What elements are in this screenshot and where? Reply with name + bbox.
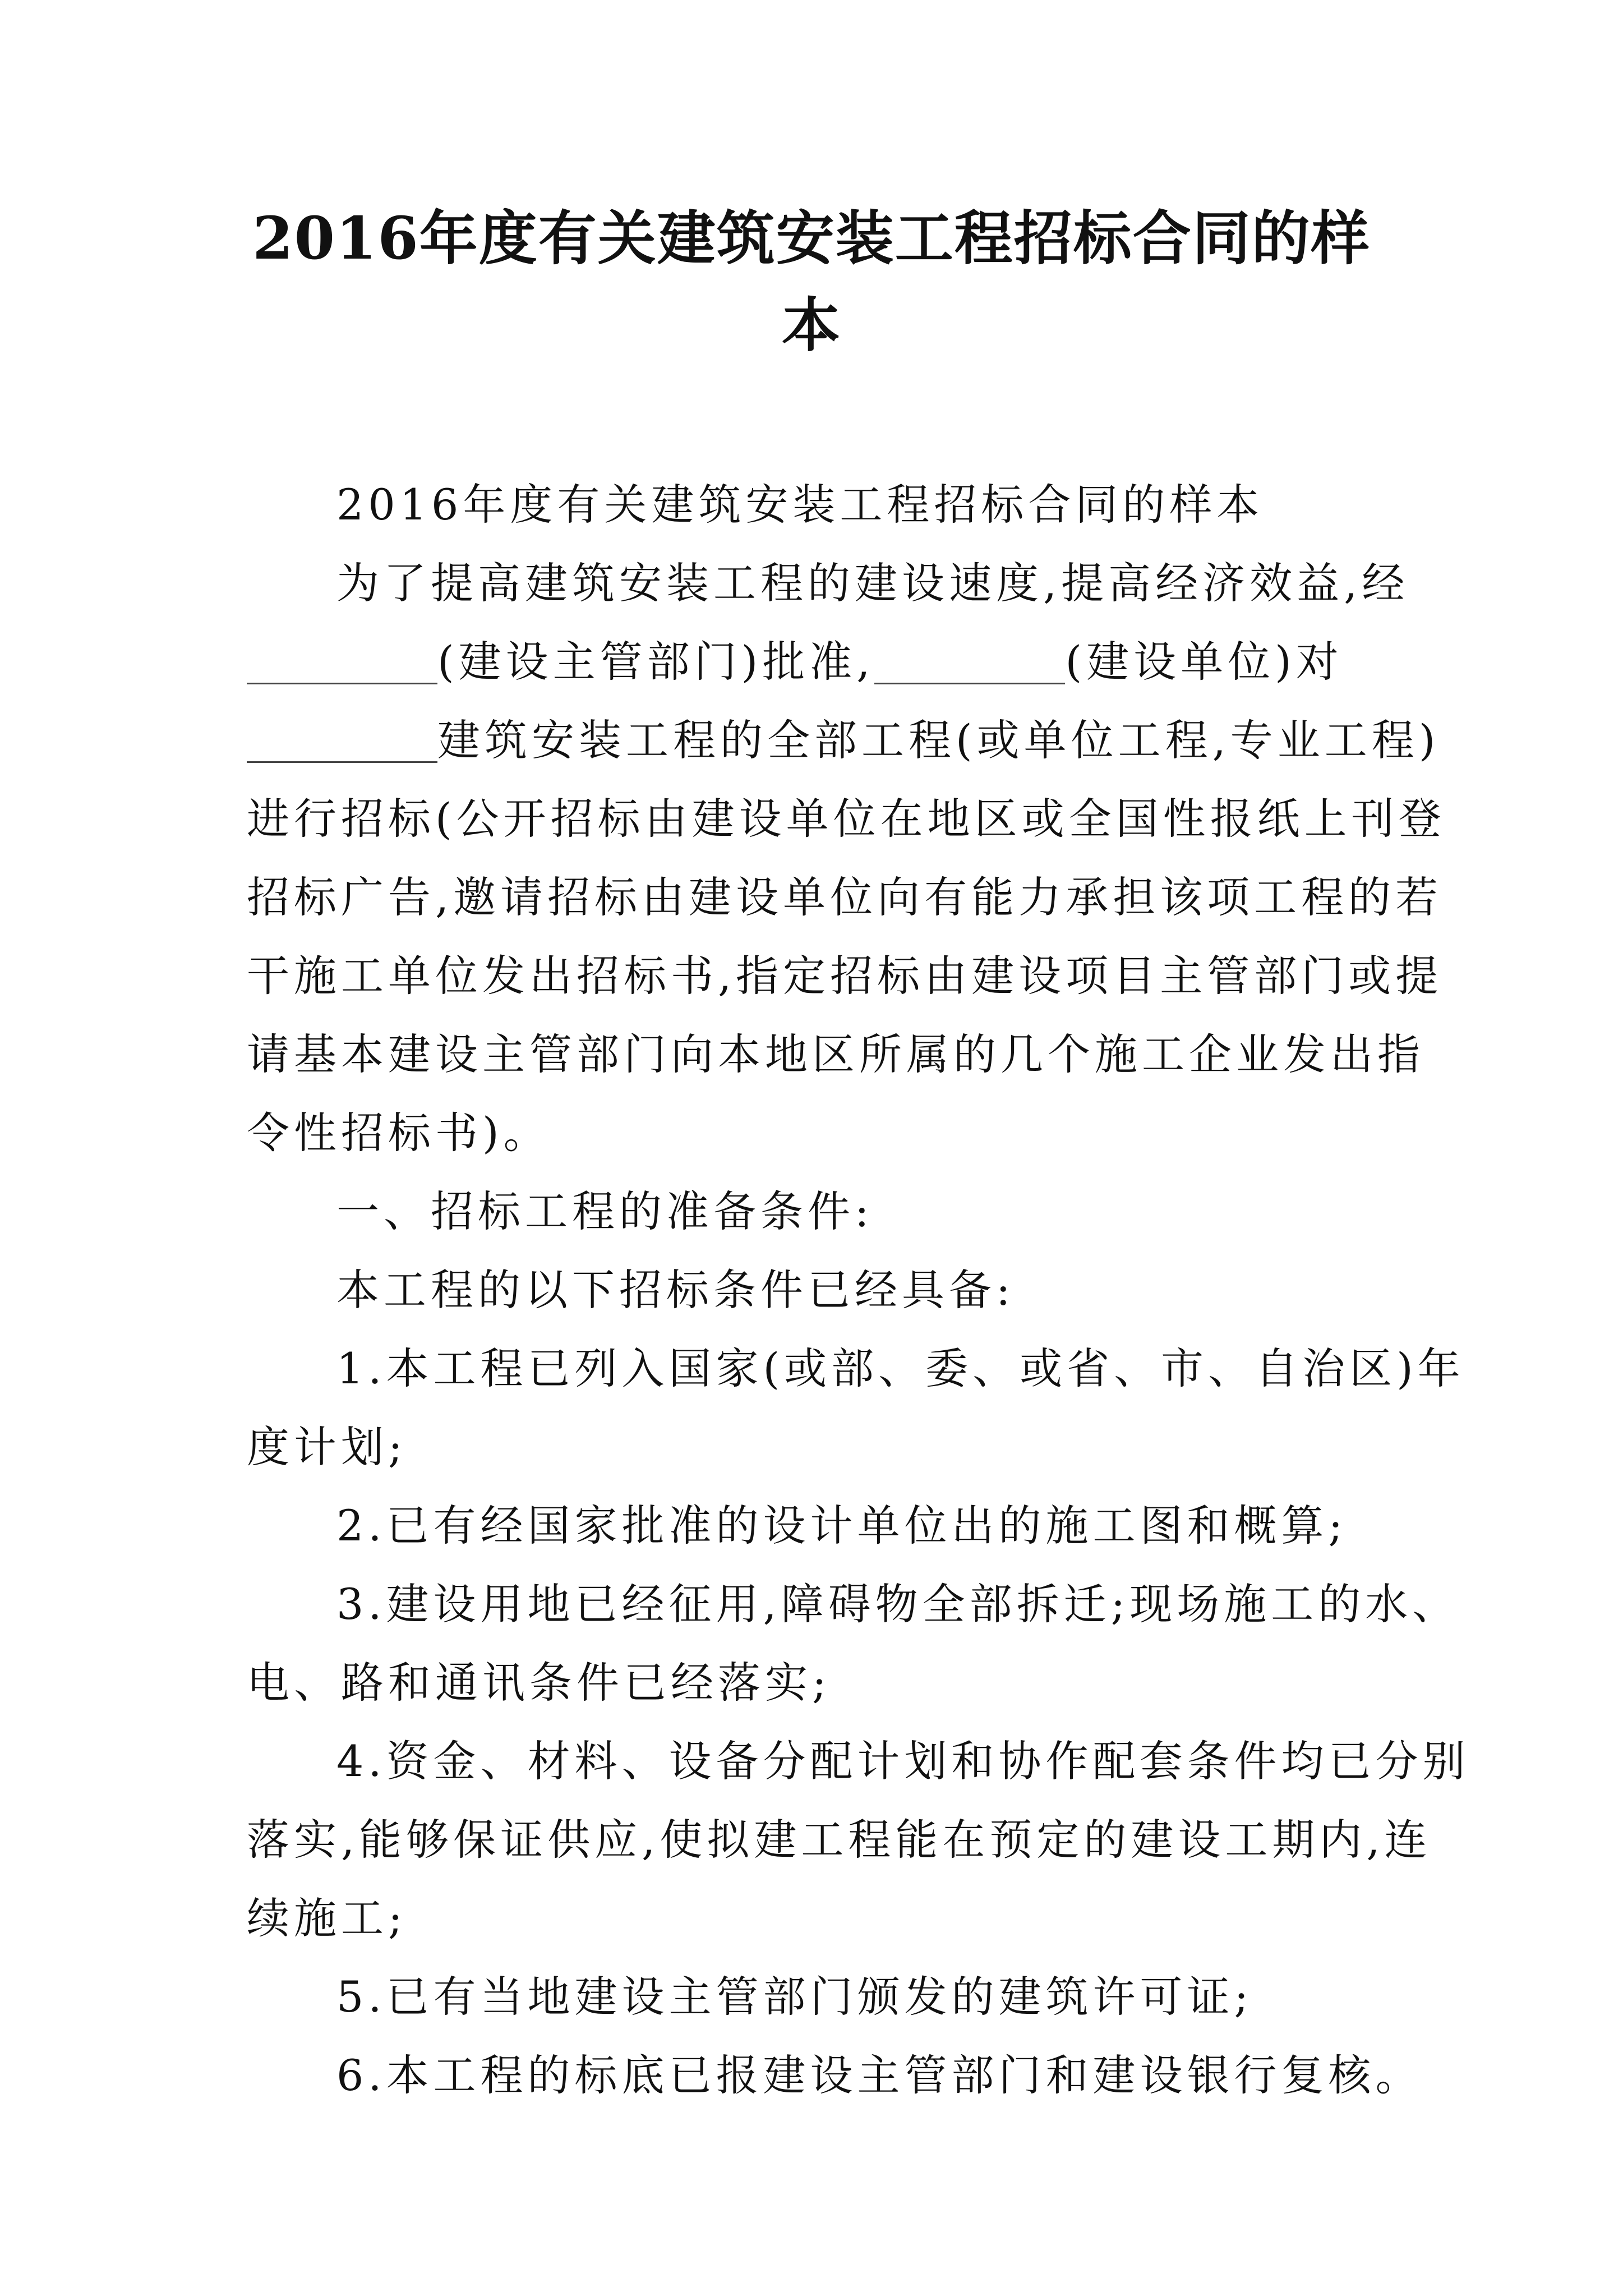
item-5-line-1: 5.已有当地建设主管部门颁发的建筑许可证;: [336, 1972, 1253, 2022]
blank-field-project: [247, 761, 437, 763]
intro-line-3-text: 建筑安装工程的全部工程(或单位工程,专业工程): [437, 715, 1440, 765]
item-6-line-1: 6.本工程的标底已报建设主管部门和建设银行复核。: [336, 2050, 1423, 2100]
item-2-line-1: 2.已有经国家批准的设计单位出的施工图和概算;: [336, 1501, 1348, 1550]
document-title-line-1: 2016年度有关建筑安装工程招标合同的样: [252, 204, 1371, 273]
document-title-line-2: 本: [781, 291, 841, 360]
item-3-line-2: 电、路和通讯条件已经落实;: [247, 1658, 831, 1708]
item-4-line-2: 落实,能够保证供应,使拟建工程能在预定的建设工期内,连: [247, 1815, 1432, 1865]
intro-line-3: [247, 701, 1440, 780]
document-body: [247, 466, 1470, 2115]
intro-line-7: 请基本建设主管部门向本地区所属的几个施工企业发出指: [247, 1029, 1424, 1079]
intro-line-2: [247, 623, 1396, 701]
intro-line-8: 令性招标书)。: [247, 1108, 551, 1158]
item-1-line-1: 1.本工程已列入国家(或部、委、或省、市、自治区)年: [336, 1343, 1465, 1393]
intro-line-5: 招标广告,邀请招标由建设单位向有能力承担该项工程的若: [247, 872, 1443, 922]
intro-line-1: 为了提高建筑安装工程的建设速度,提高经济效益,经: [336, 558, 1409, 608]
document-subtitle: 2016年度有关建筑安装工程招标合同的样本: [336, 480, 1264, 530]
intro-line-2-part-b: (建设单位)对: [1065, 637, 1343, 687]
blank-field-builder: [874, 682, 1065, 684]
blank-field-authority: [247, 682, 437, 684]
intro-line-6: 干施工单位发出招标书,指定招标由建设项目主管部门或提: [247, 951, 1443, 1001]
item-4-line-3: 续施工;: [247, 1893, 407, 1943]
section-1-heading: 一、招标工程的准备条件:: [336, 1186, 874, 1236]
intro-line-2-part-a: (建设主管部门)批准,: [437, 637, 875, 687]
intro-line-4: 进行招标(公开招标由建设单位在地区或全国性报纸上刊登: [247, 794, 1446, 844]
item-3-line-1: 3.建设用地已经征用,障碍物全部拆迁;现场施工的水、: [336, 1579, 1460, 1629]
item-1-line-2: 度计划;: [247, 1422, 407, 1472]
item-4-line-1: 4.资金、材料、设备分配计划和协作配套条件均已分别: [336, 1736, 1470, 1786]
section-1-lead: 本工程的以下招标条件已经具备:: [336, 1265, 1015, 1315]
